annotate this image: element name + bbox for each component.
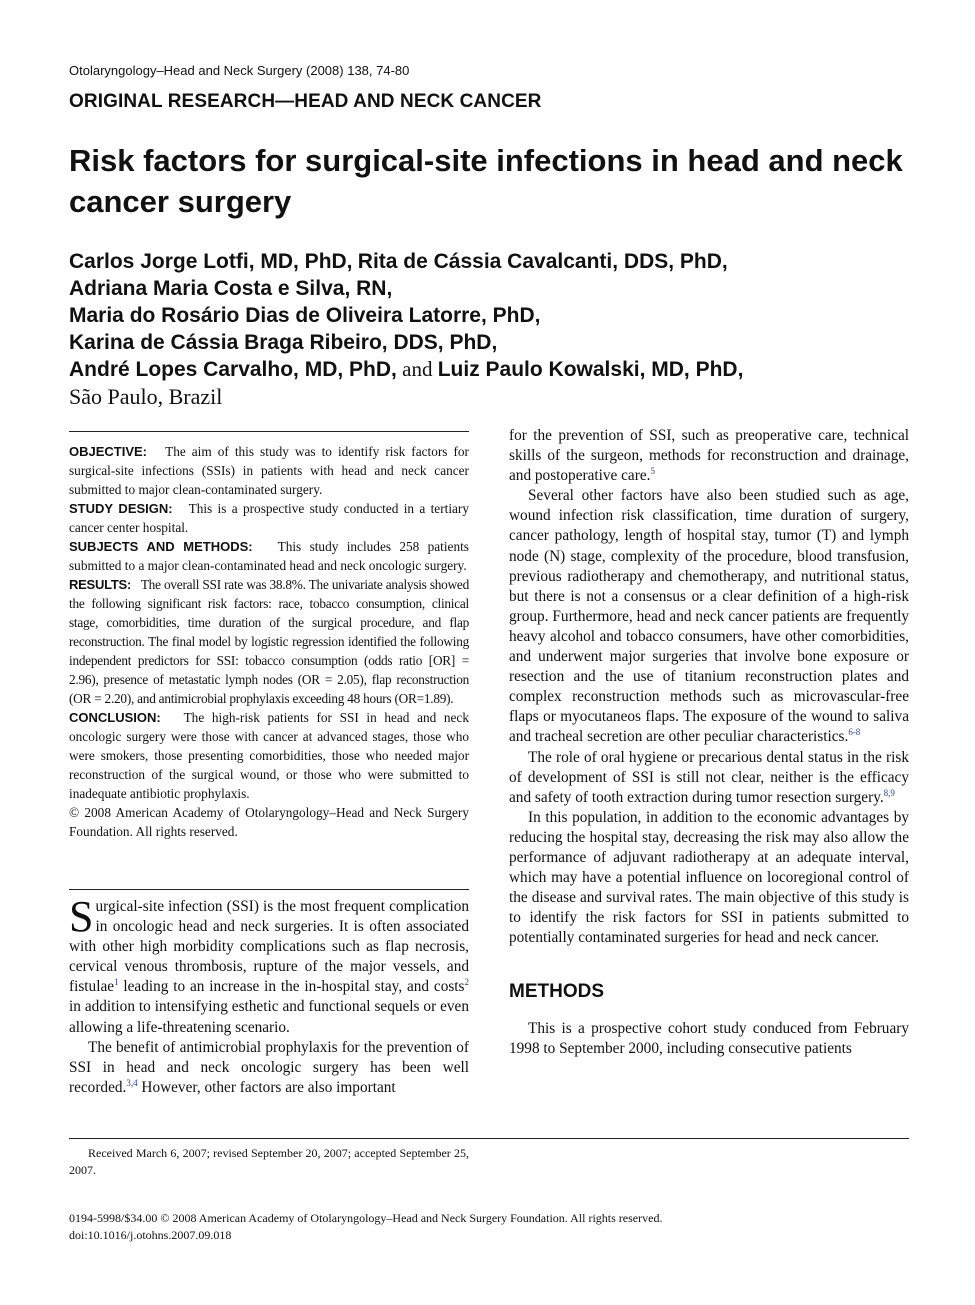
- reference-link[interactable]: 6-8: [848, 727, 861, 738]
- author-name: André Lopes Carvalho, MD, PhD,: [69, 358, 397, 381]
- body-paragraph: [509, 748, 909, 808]
- author-conjunction: and: [402, 357, 433, 381]
- body-column-right: [509, 426, 909, 1059]
- abstract-results: [69, 575, 469, 708]
- body-text: However, other factors are also important: [137, 1078, 396, 1096]
- abstract-objective: [69, 442, 469, 499]
- author-affiliation: São Paulo, Brazil: [69, 384, 223, 409]
- abstract-heading: STUDY DESIGN:: [69, 501, 173, 516]
- author-name: Carlos Jorge Lotfi, MD, PhD,: [69, 250, 353, 273]
- methods-heading: METHODS: [509, 981, 604, 1003]
- body-text: The role of oral hygiene or precarious dental status in the risk of development of SSI is still not clear, neither is the efficacy and safety of tooth extraction during tumor resection surgery.: [509, 748, 909, 806]
- abstract-heading: SUBJECTS AND METHODS:: [69, 539, 253, 554]
- body-column-left: [69, 892, 469, 1098]
- body-paragraph: [69, 1038, 469, 1098]
- reference-link[interactable]: 1: [114, 977, 119, 988]
- issn-copyright: 0194-5998/$34.00 © 2008 American Academy of Otolaryngology–Head and Neck Surgery Foundation. All rights reserved.: [69, 1211, 663, 1225]
- abstract-top-rule: [69, 431, 469, 432]
- body-text: The benefit of antimicrobial prophylaxis for the prevention of SSI in head and neck oncologic surgery has been well recorded.: [69, 1038, 469, 1096]
- article-title: Risk factors for surgical-site infections in head and neck cancer surgery: [69, 143, 903, 219]
- section-label: ORIGINAL RESEARCH—HEAD AND NECK CANCER: [69, 91, 542, 112]
- author-name: Maria do Rosário Dias de Oliveira Latorre, PhD,: [69, 304, 541, 327]
- body-text: urgical-site infection (SSI) is the most frequent complication in oncologic head and neck surgeries. It is often associated with other high morbidity complications such as flap necrosis, cervical venous thrombosis, rupture of the major vessels, and fistulae: [69, 898, 469, 996]
- abstract-design: [69, 499, 469, 537]
- reference-link[interactable]: 3,4: [126, 1077, 138, 1088]
- abstract-bottom-rule: [69, 889, 469, 890]
- abstract-text: The aim of this study was to identify risk factors for surgical-site infections (SSIs) in patients with head and neck cancer submitted to major clean-contaminated surgery.: [69, 444, 469, 497]
- doi[interactable]: doi:10.1016/j.otohns.2007.09.018: [69, 1228, 232, 1242]
- footnote-rule: [69, 1138, 909, 1139]
- abstract-text: The high-risk patients for SSI in head and neck oncologic surgery were those with cancer at advanced stages, those who were smokers, those presenting comorbidities, those who needed major reconstruction of the surgical wound, or those who were submitted to inadequate antibiotic prophylaxis.: [69, 710, 469, 801]
- body-paragraph: [69, 892, 469, 1038]
- body-text: for the prevention of SSI, such as preoperative care, technical skills of the surgeon, methods for reconstruction and drainage, and postoperative care.: [509, 427, 909, 485]
- body-paragraph: [509, 426, 909, 486]
- received-dates: Received March 6, 2007; revised September 20, 2007; accepted September 25, 2007.: [69, 1146, 469, 1177]
- reference-link[interactable]: 5: [650, 466, 655, 477]
- abstract-text: This study includes 258 patients submitted to a major clean-contaminated head and neck oncologic surgery.: [69, 539, 469, 573]
- journal-citation: Otolaryngology–Head and Neck Surgery (2008) 138, 74-80: [69, 63, 410, 78]
- body-text: Several other factors have also been studied such as age, wound infection risk classification, time duration of surgery, cancer pathology, length of hospital stay, tumor (T) and lymph node (N) stage, complexity of the procedure, blood transfusion, previous radiotherapy and chemotherapy, and nutritional status, but there is not a consensus or a clear definition of a high-risk group. Furthermore, head and neck cancer patients are frequently heavy alcohol and tobacco consumers, have other comorbidities, and underwent major surgeries that involve bone exposure or resection and the use of titanium reconstruction plates and complex reconstruction methods such as microvascular-free flaps or myocutaneos flaps. The exposure of the wound to saliva and tracheal secretion are other peculiar characteristics.: [509, 487, 909, 746]
- author-name: Luiz Paulo Kowalski, MD, PhD,: [437, 358, 744, 381]
- author-list: [69, 248, 919, 411]
- author-name: Karina de Cássia Braga Ribeiro, DDS, PhD,: [69, 331, 498, 354]
- author-name: Adriana Maria Costa e Silva, RN,: [69, 277, 393, 300]
- abstract-heading: OBJECTIVE:: [69, 444, 148, 459]
- body-text: leading to an increase in the in-hospital stay, and costs: [118, 978, 465, 996]
- body-paragraph: In this population, in addition to the economic advantages by reducing the hospital stay, decreasing the risk may also allow the performance of adjuvant radiotherapy at an adequate interval, which may have a potential influence on locoregional control of the disease and survival rates. The main objective of this study is to identify the risk factors for SSI in patients submitted to potentially contaminated surgeries for head and neck cancer.: [509, 808, 909, 947]
- abstract-heading: CONCLUSION:: [69, 710, 161, 725]
- author-name: Rita de Cássia Cavalcanti, DDS, PhD,: [357, 250, 728, 273]
- abstract-conclusion: [69, 708, 469, 803]
- abstract-text: This is a prospective study conducted in a tertiary cancer center hospital.: [69, 501, 469, 535]
- abstract-copyright: © 2008 American Academy of Otolaryngology–Head and Neck Surgery Foundation. All rights reserved.: [69, 805, 469, 839]
- abstract-text: The overall SSI rate was 38.8%. The univariate analysis showed the following significant risk factors: race, tobacco consumption, clinical stage, comorbidities, time duration of the surgical procedure, and flap reconstruction. The final model by logistic regression identified the following independent predictors for SSI: tobacco consumption (odds ratio [OR] = 2.96), presence of metastatic lymph nodes (OR = 2.05), flap reconstruction (OR = 2.20), and antimicrobial prophylaxis exceeding 48 hours (OR=1.89).: [69, 577, 469, 706]
- body-paragraph: This is a prospective cohort study conduced from February 1998 to September 2000, including consecutive patients: [509, 1019, 909, 1057]
- abstract: [69, 442, 469, 841]
- body-text: in addition to intensifying esthetic and functional sequels or even allowing a life-threatening scenario.: [69, 998, 469, 1036]
- page-footer: [69, 1210, 662, 1244]
- drop-cap: S: [69, 892, 94, 941]
- reference-link[interactable]: 2: [464, 977, 469, 988]
- reference-link[interactable]: 8,9: [883, 787, 895, 798]
- body-paragraph: [509, 486, 909, 747]
- abstract-heading: RESULTS:: [69, 577, 132, 592]
- abstract-subjects: [69, 537, 469, 575]
